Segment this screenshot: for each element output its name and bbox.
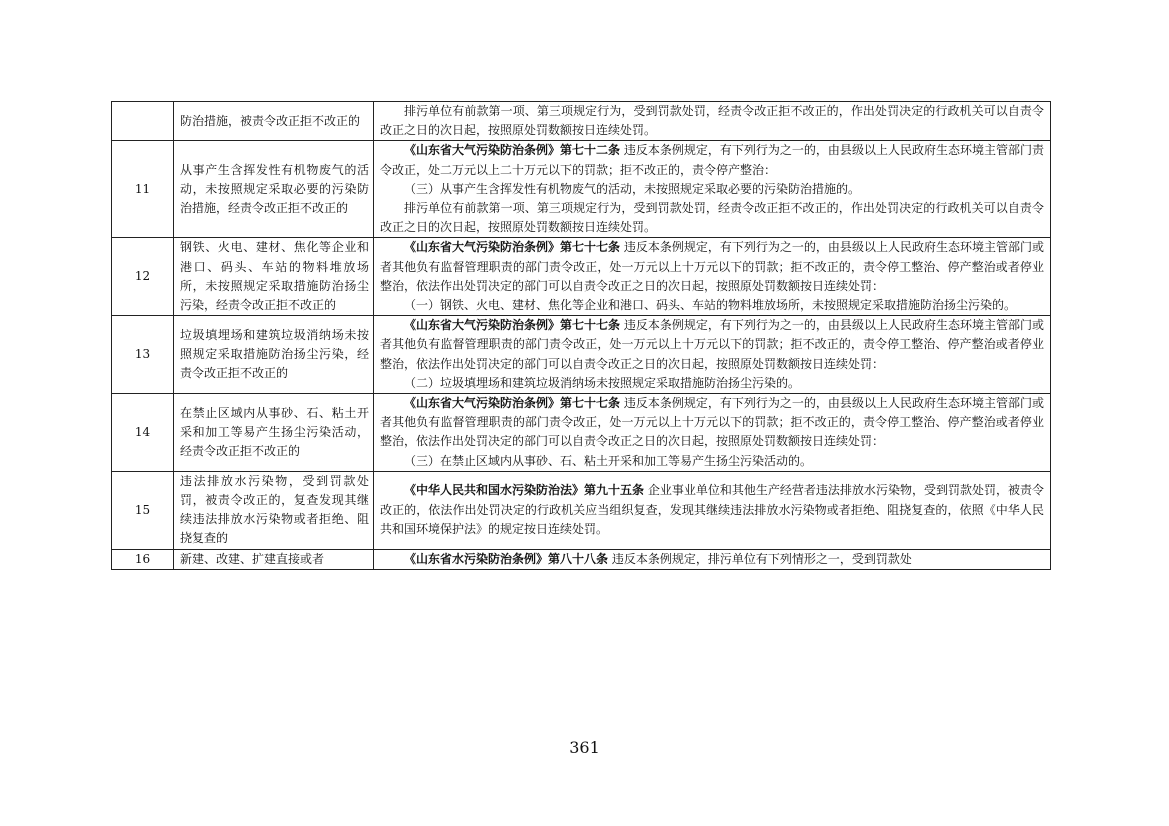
legal-paragraph [380, 316, 1044, 374]
table-row [112, 102, 1051, 141]
violation-condition: 钢铁、火电、建材、焦化等企业和港口、码头、车站的物料堆放场所，未按照规定采取措施防治扬尘污染，经责令改正拒不改正的 [174, 238, 374, 316]
legal-text: 排污单位有前款第一项、第三项规定行为，受到罚款处罚，经责令改正拒不改正的，作出处罚决定的行政机关可以自责令改正之日的次日起，按照原处罚数额按日连续处罚。 [380, 104, 1044, 138]
legal-paragraph [380, 238, 1044, 296]
regulation-table [111, 101, 1051, 570]
law-citation: 《山东省大气污染防治条例》第七十七条 [404, 396, 621, 411]
legal-text: （三）从事产生含挥发性有机物废气的活动，未按照规定采取必要的污染防治措施的。 [404, 181, 861, 196]
legal-basis [374, 102, 1051, 141]
law-citation: 《山东省水污染防治条例》第八十八条 [404, 551, 609, 566]
legal-paragraph [380, 296, 1044, 315]
table-row [112, 549, 1051, 569]
row-number: 12 [112, 238, 174, 316]
violation-condition: 新建、改建、扩建直接或者 [174, 549, 374, 569]
legal-paragraph [380, 374, 1044, 393]
row-number: 11 [112, 141, 174, 238]
legal-paragraph [380, 452, 1044, 471]
table-row [112, 141, 1051, 238]
legal-basis [374, 549, 1051, 569]
row-number: 16 [112, 549, 174, 569]
legal-paragraph [380, 180, 1044, 199]
row-number: 15 [112, 471, 174, 549]
legal-text: 排污单位有前款第一项、第三项规定行为，受到罚款处罚，经责令改正拒不改正的，作出处罚决定的行政机关可以自责令改正之日的次日起，按照原处罚数额按日连续处罚。 [380, 201, 1044, 235]
legal-basis [374, 141, 1051, 238]
legal-text: （一）钢铁、火电、建材、焦化等企业和港口、码头、车站的物料堆放场所，未按照规定采取措施防治扬尘污染的。 [404, 298, 1017, 313]
legal-paragraph [380, 550, 1044, 569]
table-row [112, 394, 1051, 472]
violation-condition: 从事产生含挥发性有机物废气的活动，未按照规定采取必要的污染防治措施，经责令改正拒不改正的 [174, 141, 374, 238]
law-citation: 《中华人民共和国水污染防治法》第九十五条 [404, 483, 645, 498]
legal-paragraph [380, 481, 1044, 539]
legal-basis [374, 238, 1051, 316]
legal-text: （二）垃圾填埋场和建筑垃圾消纳场未按照规定采取措施防治扬尘污染的。 [404, 375, 801, 390]
law-citation: 《山东省大气污染防治条例》第七十七条 [404, 318, 621, 333]
legal-text: 违反本条例规定，有下列行为之一的，由县级以上人民政府生态环境主管部门或者其他负有监督管理职责的部门责令改正，处一万元以上十万元以下的罚款；拒不改正的，责令停工整治、停产整治或者停业整治，依法作出处罚决定的部门可以自责令改正之日的次日起，按照原处罚数额按日连续处罚： [380, 396, 1044, 449]
law-citation: 《山东省大气污染防治条例》第七十二条 [404, 143, 621, 158]
page-number: 361 [569, 738, 600, 757]
row-number: 14 [112, 394, 174, 472]
law-citation: 《山东省大气污染防治条例》第七十七条 [404, 240, 621, 255]
table-row [112, 316, 1051, 394]
legal-paragraph [380, 141, 1044, 179]
legal-text: 企业事业单位和其他生产经营者违法排放水污染物，受到罚款处罚，被责令改正的，依法作出处罚决定的行政机关应当组织复查，发现其继续违法排放水污染物或者拒绝、阻挠复查的，依照《中华人民共和国环境保护法》的规定按日连续处罚。 [380, 483, 1044, 536]
violation-condition: 防治措施，被责令改正拒不改正的 [174, 102, 374, 141]
violation-condition: 违法排放水污染物，受到罚款处罚，被责令改正的，复查发现其继续违法排放水污染物或者拒绝、阻挠复查的 [174, 471, 374, 549]
legal-paragraph [380, 102, 1044, 140]
violation-condition: 垃圾填埋场和建筑垃圾消纳场未按照规定采取措施防治扬尘污染，经责令改正拒不改正的 [174, 316, 374, 394]
legal-text: （三）在禁止区域内从事砂、石、粘土开采和加工等易产生扬尘污染活动的。 [404, 453, 813, 468]
legal-paragraph [380, 394, 1044, 452]
legal-paragraph [380, 199, 1044, 237]
legal-text: 违反本条例规定，有下列行为之一的，由县级以上人民政府生态环境主管部门或者其他负有监督管理职责的部门责令改正，处一万元以上十万元以下的罚款；拒不改正的，责令停工整治、停产整治或者停业整治，依法作出处罚决定的部门可以自责令改正之日的次日起，按照原处罚数额按日连续处罚： [380, 318, 1044, 371]
legal-text: 违反本条例规定，排污单位有下列情形之一，受到罚款处 [608, 551, 912, 566]
table-body [112, 102, 1051, 570]
legal-basis [374, 394, 1051, 472]
legal-basis [374, 316, 1051, 394]
legal-basis [374, 471, 1051, 549]
table-row [112, 471, 1051, 549]
violation-condition: 在禁止区域内从事砂、石、粘土开采和加工等易产生扬尘污染活动，经责令改正拒不改正的 [174, 394, 374, 472]
table-row [112, 238, 1051, 316]
row-number: 13 [112, 316, 174, 394]
row-number [112, 102, 174, 141]
legal-text: 违反本条例规定，有下列行为之一的，由县级以上人民政府生态环境主管部门或者其他负有监督管理职责的部门责令改正，处一万元以上十万元以下的罚款；拒不改正的，责令停工整治、停产整治或者停业整治，依法作出处罚决定的部门可以自责令改正之日的次日起，按照原处罚数额按日连续处罚： [380, 240, 1044, 293]
legal-text: 违反本条例规定，有下列行为之一的，由县级以上人民政府生态环境主管部门责令改正，处二万元以上二十万元以下的罚款；拒不改正的，责令停产整治： [380, 143, 1044, 177]
